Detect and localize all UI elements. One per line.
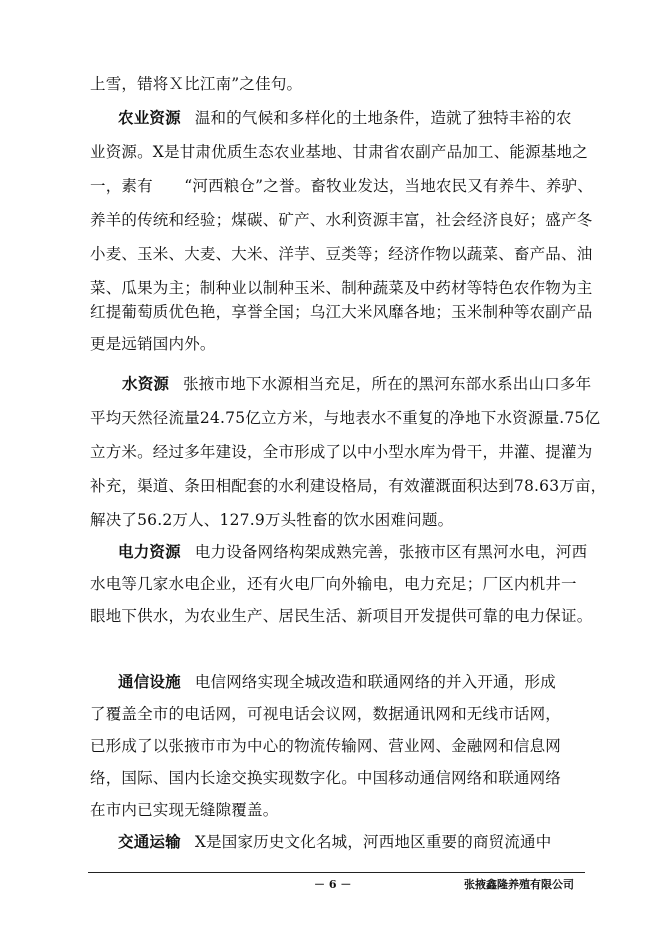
footer-divider	[88, 872, 585, 873]
power-heading: 电力资源	[118, 542, 181, 561]
power-text: 水电等几家水电企业，还有火电厂向外输电，电力充足；厂区内机井一	[90, 575, 577, 593]
water-text: 立方米。经过多年建设，全市形成了以中小型水库为骨干，井灌、提灌为	[90, 443, 593, 461]
telecom-heading: 通信设施	[118, 672, 181, 691]
agriculture-text: 业资源。X是甘肃优质生态农业基地、甘肃省农副产品加工、能源基地之	[90, 143, 588, 161]
agriculture-first-line	[118, 108, 572, 128]
water-heading: 水资源	[122, 374, 170, 393]
agriculture-text: 更是远销国内外。	[90, 335, 216, 353]
water-text: 平均天然径流量24.75亿立方米，与地表水不重复的净地下水资源量.75亿	[90, 409, 601, 427]
agriculture-text: 红提葡萄质优色艳，享誉全国；乌江大米风靡各地；玉米制种等农副产品	[90, 303, 593, 321]
power-text: 眼地下供水，为农业生产、居民生活、新项目开发提供可靠的电力保证。	[90, 607, 593, 625]
agriculture-text: 一，素有 “河西粮仓”之誉。畜牧业发达，当地农民又有养牛、养驴、	[90, 177, 593, 195]
power-first-line	[118, 542, 587, 562]
telecom-first-line	[118, 672, 556, 692]
water-text: 张掖市地下水源相当充足，所在的黑河东部水系出山口多年	[183, 375, 592, 393]
transport-first-line	[118, 832, 551, 852]
intro-line: 上雪，错将Ｘ比江南”之佳句。	[90, 75, 303, 93]
telecom-text: 已形成了以张掖市市为中心的物流传输网、营业网、金融网和信息网	[90, 737, 562, 755]
water-first-line	[122, 374, 591, 394]
agriculture-text: 菜、瓜果为主；制种业以制种玉米、制种蔬菜及中药材等特色农作物为主	[90, 279, 593, 297]
telecom-text: 了覆盖全市的电话网，可视电话会议网，数据通讯网和无线市话网，	[90, 705, 562, 723]
water-text: 解决了56.2万人、127.9万头牲畜的饮水困难问题。	[90, 511, 454, 529]
transport-heading: 交通运输	[118, 832, 181, 851]
telecom-text: 电信网络实现全城改造和联通网络的并入开通，形成	[194, 673, 556, 691]
telecom-text: 络，国际、国内长途交换实现数字化。中国移动通信网络和联通网络	[90, 769, 562, 787]
page-number: － 6 －	[314, 878, 352, 891]
agriculture-text: 小麦、玉米、大麦、大米、洋芋、豆类等；经济作物以蔬菜、畜产品、油	[90, 245, 593, 263]
transport-text: X是国家历史文化名城，河西地区重要的商贸流通中	[194, 833, 552, 851]
agriculture-heading: 农业资源	[118, 108, 181, 127]
agriculture-text: 温和的气候和多样化的土地条件，造就了独特丰裕的农	[194, 109, 572, 127]
telecom-text: 在市内已实现无缝隙覆盖。	[90, 801, 279, 819]
power-text: 电力设备网络构架成熟完善，张掖市区有黑河水电，河西	[194, 543, 588, 561]
agriculture-text: 养羊的传统和经验；煤碳、矿产、水利资源丰富，社会经济良好；盛产冬	[90, 211, 593, 229]
footer-company-name: 张掖鑫隆养殖有限公司	[464, 878, 574, 891]
water-text: 补充，渠道、条田相配套的水利建设格局，有效灌溉面积达到78.63万亩，	[90, 477, 607, 495]
